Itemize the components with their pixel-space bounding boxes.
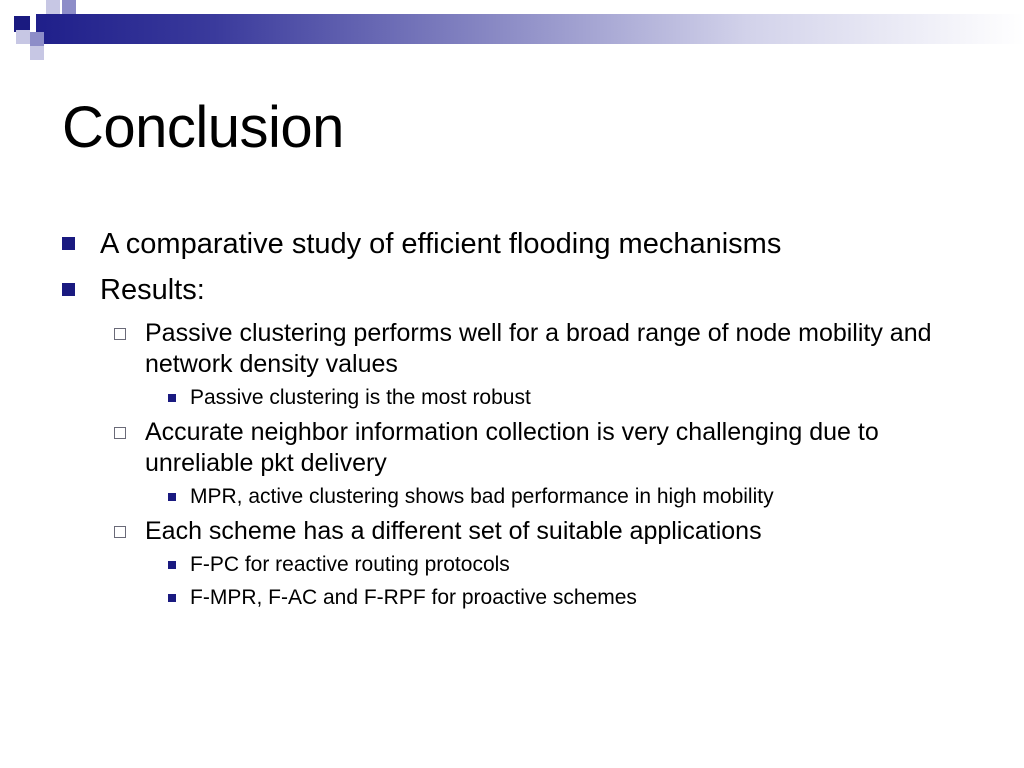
header-square-light-icon: [16, 30, 30, 44]
sub-sub-bullet-item: [152, 551, 982, 578]
bullet-text: A comparative study of efficient flooding mechanisms: [100, 228, 782, 260]
small-filled-square-icon: [168, 493, 176, 501]
filled-square-icon: [62, 237, 75, 250]
sub-sub-bullet-text: F-MPR, F-AC and F-RPF for proactive schemes: [190, 586, 637, 609]
header-square-light-icon: [46, 0, 60, 14]
sub-bullet-item: [107, 318, 982, 380]
sub-sub-bullet-item: [152, 584, 982, 611]
sub-bullet-text: Each scheme has a different set of suitable applications: [145, 517, 762, 545]
sub-sub-bullet-item: [152, 384, 982, 411]
sub-bullet-item: [107, 516, 982, 547]
sub-sub-bullet-text: MPR, active clustering shows bad performance in high mobility: [190, 485, 774, 508]
bullet-item: [62, 272, 982, 308]
bullet-text: Results:: [100, 274, 205, 306]
header-square-light-icon: [30, 46, 44, 60]
bullet-item: [62, 226, 982, 262]
header-square-mid-icon: [30, 32, 44, 46]
hollow-square-icon: [114, 427, 126, 439]
sub-sub-bullet-item: [152, 483, 982, 510]
sub-sub-bullet-text: Passive clustering is the most robust: [190, 386, 531, 409]
header-square-mid-icon: [62, 0, 76, 14]
filled-square-icon: [62, 283, 75, 296]
hollow-square-icon: [114, 526, 126, 538]
small-filled-square-icon: [168, 561, 176, 569]
header-gradient-band: [36, 14, 1024, 44]
small-filled-square-icon: [168, 394, 176, 402]
sub-bullet-text: Accurate neighbor information collection is very challenging due to unreliable pkt delivery: [145, 418, 879, 477]
sub-bullet-text: Passive clustering performs well for a broad range of node mobility and network density values: [145, 319, 932, 378]
sub-sub-bullet-text: F-PC for reactive routing protocols: [190, 553, 510, 576]
sub-bullet-item: [107, 417, 982, 479]
hollow-square-icon: [114, 328, 126, 340]
small-filled-square-icon: [168, 594, 176, 602]
slide-title: Conclusion: [62, 95, 344, 160]
slide-body: [62, 226, 982, 617]
